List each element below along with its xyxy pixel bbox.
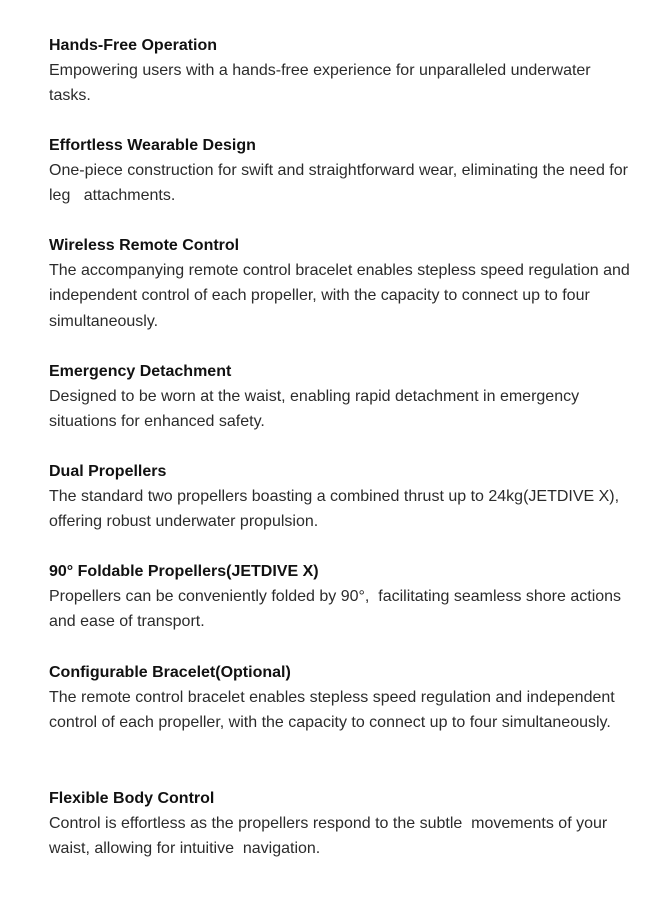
- feature-description: One-piece construction for swift and straightforward wear, eliminating the need for leg attachments.: [49, 162, 633, 205]
- feature-title: Emergency Detachment: [49, 363, 232, 380]
- feature-flexible-body-control: [49, 786, 634, 862]
- feature-effortless-wearable-design: [49, 133, 634, 209]
- feature-wireless-remote-control: [49, 233, 639, 334]
- feature-title: Dual Propellers: [49, 463, 167, 480]
- feature-title: Flexible Body Control: [49, 790, 215, 807]
- feature-emergency-detachment: [49, 359, 634, 435]
- feature-configurable-bracelet: [49, 660, 634, 736]
- feature-description: The accompanying remote control bracelet enables stepless speed regulation and independent control of each propeller, with the capacity to connect up to four simultaneously.: [49, 262, 639, 330]
- feature-description: Propellers can be conveniently folded by 90°, facilitating seamless shore actions and ease of transport.: [49, 588, 626, 631]
- feature-description: Control is effortless as the propellers respond to the subtle movements of your waist, allowing for intuitive navigation.: [49, 815, 612, 858]
- feature-description: Designed to be worn at the waist, enabling rapid detachment in emergency situations for enhanced safety.: [49, 388, 584, 431]
- feature-foldable-propellers: [49, 559, 634, 635]
- feature-description: Empowering users with a hands-free experience for unparalleled underwater tasks.: [49, 62, 596, 105]
- feature-title: Hands-Free Operation: [49, 37, 218, 54]
- feature-title: Effortless Wearable Design: [49, 137, 256, 154]
- feature-dual-propellers: [49, 459, 634, 535]
- feature-description: The remote control bracelet enables stepless speed regulation and independent control of each propeller, with the capacity to connect up to four simultaneously.: [49, 689, 620, 732]
- feature-hands-free-operation: [49, 33, 634, 109]
- feature-title: Wireless Remote Control: [49, 237, 240, 254]
- feature-description: The standard two propellers boasting a combined thrust up to 24kg(JETDIVE X), offering robust underwater propulsion.: [49, 488, 624, 531]
- feature-title: Configurable Bracelet(Optional): [49, 664, 291, 681]
- feature-title: 90° Foldable Propellers(JETDIVE X): [49, 563, 319, 580]
